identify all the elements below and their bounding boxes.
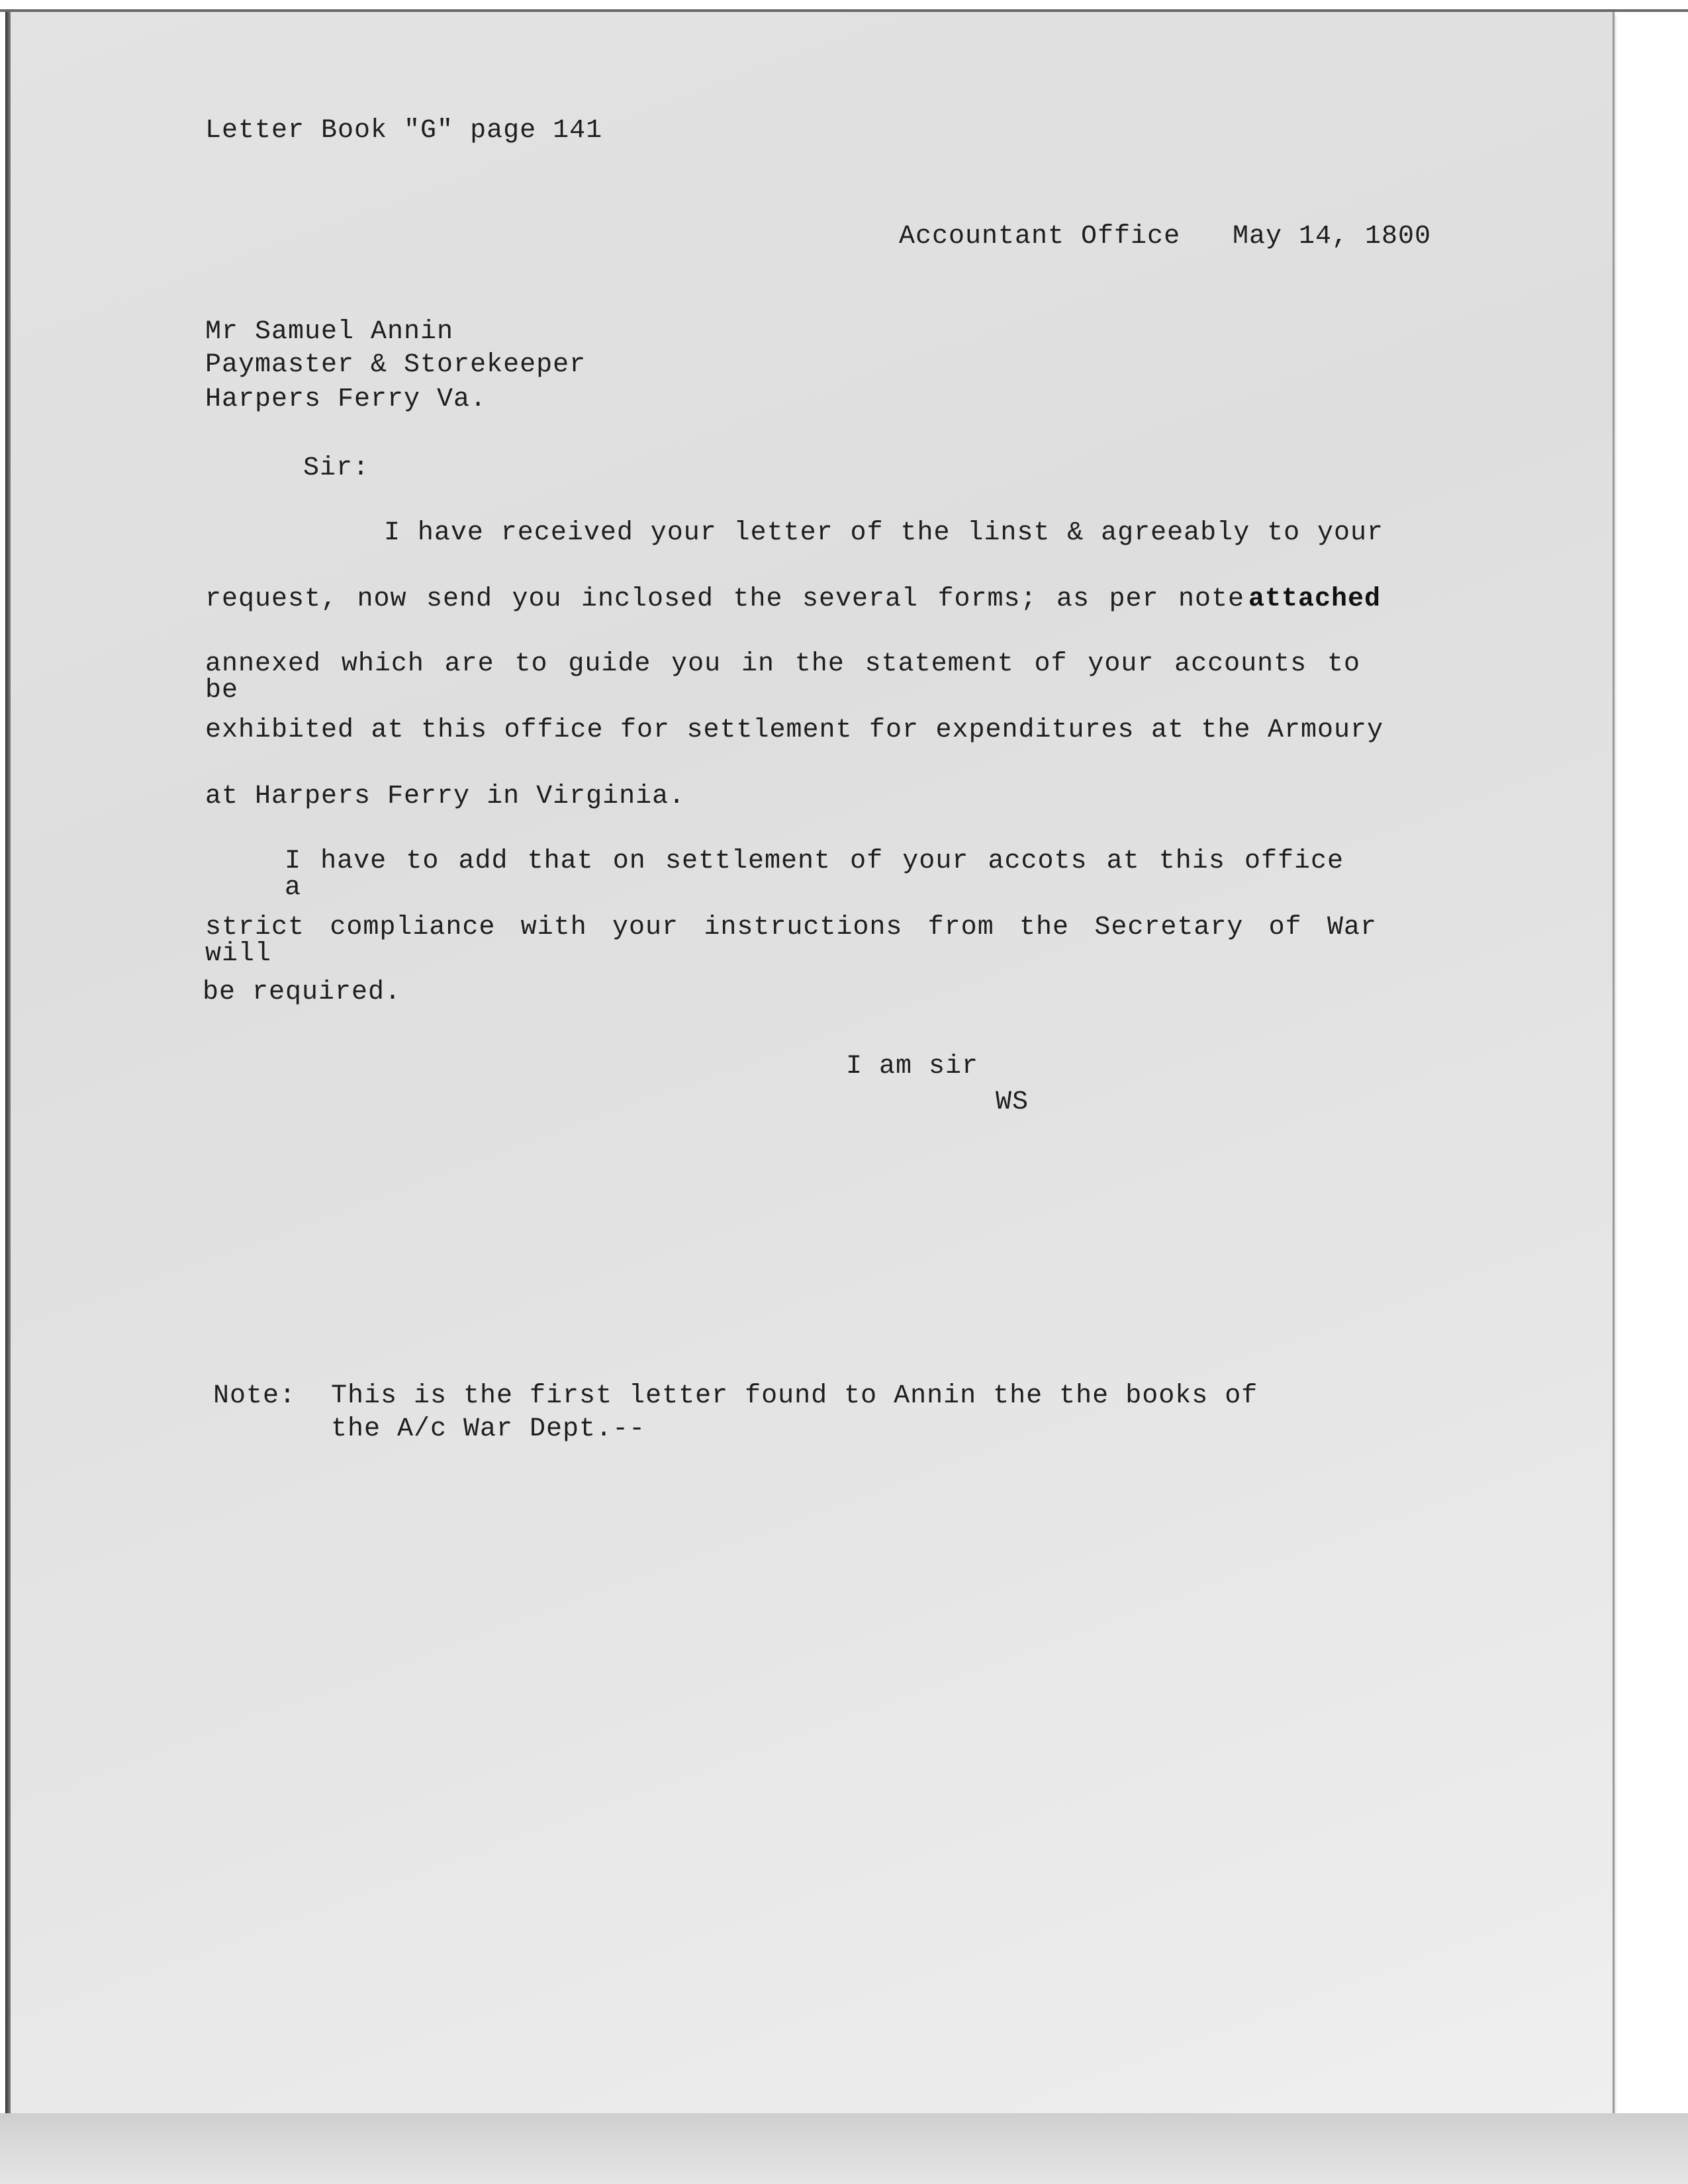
letter-date: May 14, 1800 bbox=[1233, 222, 1432, 251]
body-line-8: be required. bbox=[203, 978, 402, 1007]
body-line-6: I have to add that on settlement of your accots at this office a bbox=[285, 846, 1344, 903]
office-name: Accountant Office bbox=[899, 222, 1181, 251]
addressee-name: Mr Samuel Annin bbox=[205, 317, 454, 347]
body-line-1: I have received your letter of the linst & agreeably to your bbox=[384, 518, 1383, 548]
body-line-4: exhibited at this office for settlement for expenditures at the Armoury bbox=[205, 715, 1383, 745]
body-line-2: request, now send you inclosed the several forms; as per note bbox=[205, 584, 1244, 614]
body-line-3: annexed which are to guide you in the statement of your accounts to be bbox=[205, 649, 1360, 705]
addressee-location: Harpers Ferry Va. bbox=[205, 385, 487, 414]
salutation: Sir: bbox=[303, 453, 370, 483]
letter-book-reference: Letter Book "G" page 141 bbox=[205, 116, 603, 146]
note-line-1: This is the first letter found to Annin the the books of bbox=[331, 1381, 1258, 1411]
struck-word-attached: attached bbox=[1248, 584, 1382, 614]
body-line-7: strict compliance with your instructions from the Secretary of War will bbox=[205, 913, 1377, 969]
note-label: Note: bbox=[213, 1381, 297, 1411]
paper-right-edge bbox=[1613, 12, 1615, 2113]
scan-left-edge bbox=[5, 12, 11, 2123]
body-line-5: at Harpers Ferry in Virginia. bbox=[205, 782, 686, 811]
note-line-2: the A/c War Dept.-- bbox=[331, 1414, 646, 1444]
closing-phrase: I am sir bbox=[846, 1052, 979, 1081]
signature-initials: WS bbox=[996, 1087, 1029, 1117]
addressee-title: Paymaster & Storekeeper bbox=[205, 350, 586, 380]
scan-bottom-strip bbox=[0, 2113, 1688, 2184]
